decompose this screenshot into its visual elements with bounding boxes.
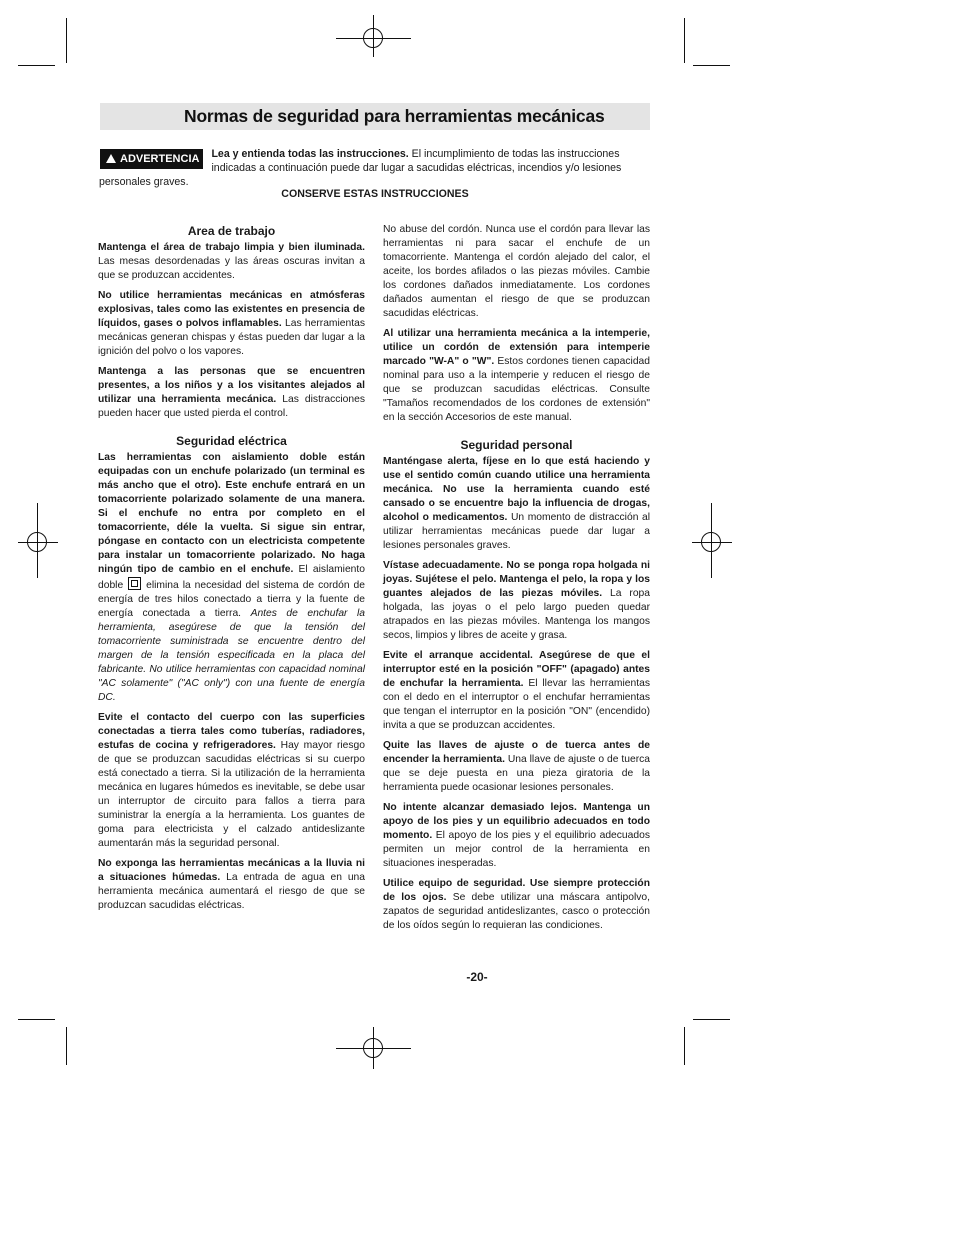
crop-mark-bottom-right-h xyxy=(693,1019,730,1020)
crop-mark-bottom-left-h xyxy=(18,1019,55,1020)
paragraph-text: Se debe utilizar una máscara antipolvo, zapatos de seguridad antideslizantes, casco o protección de los oídos según lo requieran las condiciones. xyxy=(383,892,650,931)
page-number: -20- xyxy=(466,970,488,984)
paragraph-bold: Mantenga a las personas que se encuentren presentes, a los niños y a los visitantes alejados al utilizar una herramienta mecánica. xyxy=(98,366,365,405)
paragraph-text: elimina la necesidad del sistema de cordón de energía de tres hilos conectado a tierra y la fuente de energía conectada a tierra. xyxy=(98,580,365,619)
crop-mark-top-left-v xyxy=(66,18,67,63)
paragraph-text: La ropa holgada, las joyas o el pelo largo pueden quedar atrapados en las piezas móviles. Mantenga los mangos secos, limpios y libres de aceite y grasa. xyxy=(383,588,650,641)
paragraph-bold: Las herramientas con aislamiento doble están equipadas con un enchufe polarizado (un terminal es más ancho que el otro). Este enchufe entrará en un tomacorriente polarizado solamente de una manera. Si el enchufe no entra por completo en el tomacorriente, déle la vuelta. Si sigue sin entrar, póngase en contacto con un electricista competente para instalar un tomacorriente polarizado. No haga ningún tipo de cambio en el enchufe. xyxy=(98,452,365,575)
paragraph-italic: Antes de enchufar la herramienta, asegúrese de que la tensión del tomacorriente suministrada se encuentre dentro del margen de la tensión especificada en la placa del fabricante. No utilice herramientas con capacidad nominal "AC solamente" ("AC only") con una fuente de energía DC. xyxy=(98,608,366,703)
paragraph xyxy=(383,223,650,321)
paragraph-bold: Manténgase alerta, fíjese en lo que está haciendo y use el sentido común cuando utilice una herramienta mecánica. No use la herramienta cuando esté cansado o se encuentre bajo la influencia de drogas, alcohol o medicamentos. xyxy=(383,456,650,523)
paragraph-text: Estos cordones tienen capacidad nominal para uso a la intemperie y reducen el riesgo de que se produzcan sacudidas eléctricas. Consulte "Tamaños recomendados de los cordones de extensión" en la sección Accesorios de este manual. xyxy=(383,356,651,423)
paragraph xyxy=(383,877,650,933)
paragraph-bold: Al utilizar una herramienta mecánica a la intemperie, utilice un cordón de extensión para intemperie marcado "W-A" o "W". xyxy=(383,328,650,367)
double-insulation-icon xyxy=(128,577,141,590)
paragraph-bold: Evite el arranque accidental. Asegúrese de que el interruptor esté en la posición "OFF" (apagado) antes de enchufar la herramienta. xyxy=(383,650,650,689)
paragraph-bold: Quite las llaves de ajuste o de tuerca antes de encender la herramienta. xyxy=(383,740,650,765)
paragraph xyxy=(98,711,365,851)
crop-mark-top-right-v xyxy=(684,18,685,63)
paragraph-text: Las herramientas mecánicas generan chispas y éstas pueden dar lugar a la ignición del polvo o los vapores. xyxy=(98,318,365,357)
paragraph xyxy=(98,857,365,913)
warning-triangle-icon xyxy=(106,154,116,163)
crop-mark-bottom-left-v xyxy=(66,1027,67,1065)
warning-block xyxy=(99,147,649,189)
crop-mark-bottom-right-v xyxy=(684,1027,685,1065)
paragraph xyxy=(383,801,650,871)
paragraph-bold: No exponga las herramientas mecánicas a la lluvia ni a situaciones húmedas. xyxy=(98,858,365,883)
warning-bold: Lea y entienda todas las instrucciones. xyxy=(211,148,409,160)
paragraph xyxy=(98,451,365,705)
electrical-heading: Seguridad eléctrica xyxy=(176,434,287,448)
paragraph xyxy=(98,241,365,283)
crop-mark-top-right-h xyxy=(693,65,730,66)
paragraph-text: Un momento de distracción al utilizar herramientas mecánicas puede dar lugar a lesiones personales graves. xyxy=(383,512,650,551)
paragraph-text: Las distracciones pueden hacer que usted pierda el control. xyxy=(98,394,365,419)
paragraph-bold: Vístase adecuadamente. No se ponga ropa holgada ni joyas. Sujétese el pelo. Mantenga el pelo, la ropa y los guantes alejados de las piezas móviles. xyxy=(383,560,650,599)
paragraph-text: Una llave de ajuste o de tuerca que se deje puesta en una pieza giratoria de la herramienta puede ocasionar lesiones personales. xyxy=(383,754,650,793)
paragraph xyxy=(383,559,650,643)
warning-badge-label: ADVERTENCIA xyxy=(120,153,200,165)
paragraph-text: Hay mayor riesgo de que se produzcan sacudidas eléctricas si su cuerpo está conectado a tierra. Si la utilización de la herramienta mecánica en lugares húmedos es inevitable, se debe usar un interruptor de circuito para fallos a tierra para suministrar la energía a la herramienta. Los guantes de goma para electricista y el calzado antideslizante aumentarán más la seguridad personal. xyxy=(98,740,365,849)
keep-instructions: CONSERVE ESTAS INSTRUCCIONES xyxy=(281,188,469,200)
paragraph-text: El llevar las herramientas con el dedo en el interruptor o el enchufar herramientas que tengan el interruptor en la posición "ON" (encendido) invita a que se produzcan accidentes. xyxy=(383,678,650,731)
personal-heading: Seguridad personal xyxy=(460,438,573,452)
warning-text: El incumplimiento de todas las instrucciones indicadas a continuación puede dar lugar a sacudidas eléctricas, incendios y/o lesiones personales graves. xyxy=(99,148,622,188)
paragraph-text: La entrada de agua en una herramienta mecánica aumentará el riesgo de que se produzcan sacudidas eléctricas. xyxy=(98,872,365,911)
paragraph xyxy=(98,365,365,421)
paragraph-text: Las mesas desordenadas y las áreas oscuras invitan a que se produzcan accidentes. xyxy=(98,256,365,281)
paragraph xyxy=(383,739,650,795)
paragraph-bold: No intente alcanzar demasiado lejos. Mantenga un apoyo de los pies y un equilibrio adecuados en todo momento. xyxy=(383,802,650,841)
paragraph xyxy=(383,327,650,425)
right-column xyxy=(383,223,650,939)
paragraph xyxy=(383,649,650,733)
warning-badge xyxy=(100,149,203,169)
page-title: Normas de seguridad para herramientas mecánicas xyxy=(184,106,605,126)
paragraph xyxy=(383,455,650,553)
paragraph-text: No abuse del cordón. Nunca use el cordón para llevar las herramientas ni para sacar el enchufe de un tomacorriente. Mantenga el cordón alejado del calor, el aceite, los bordes afilados o las piezas móviles. Cambie los cordones dañados inmediatamente. Los cordones dañados aumentan el riesgo de que se produzcan sacudidas eléctricas. xyxy=(383,224,650,319)
paragraph-bold: Evite el contacto del cuerpo con las superficies conectadas a tierra tales como tuberías, radiadores, estufas de cocina y refrigeradores. xyxy=(98,712,365,751)
paragraph-bold: Mantenga el área de trabajo limpia y bien iluminada. xyxy=(98,242,365,253)
title-bar xyxy=(100,103,650,130)
paragraph-bold: Utilice equipo de seguridad. Use siempre protección de los ojos. xyxy=(383,878,650,903)
paragraph-bold: No utilice herramientas mecánicas en atmósferas explosivas, tales como las existentes en presencia de líquidos, gases o polvos inflamables. xyxy=(98,290,365,329)
paragraph-text: El aislamiento doble xyxy=(98,564,365,591)
paragraph-text: El apoyo de los pies y el equilibrio adecuados permiten un mejor control de la herramienta en situaciones inesperadas. xyxy=(383,830,650,869)
crop-mark-top-left-h xyxy=(18,65,55,66)
left-column xyxy=(98,223,365,919)
work-area-heading: Area de trabajo xyxy=(187,224,276,238)
paragraph xyxy=(98,289,365,359)
